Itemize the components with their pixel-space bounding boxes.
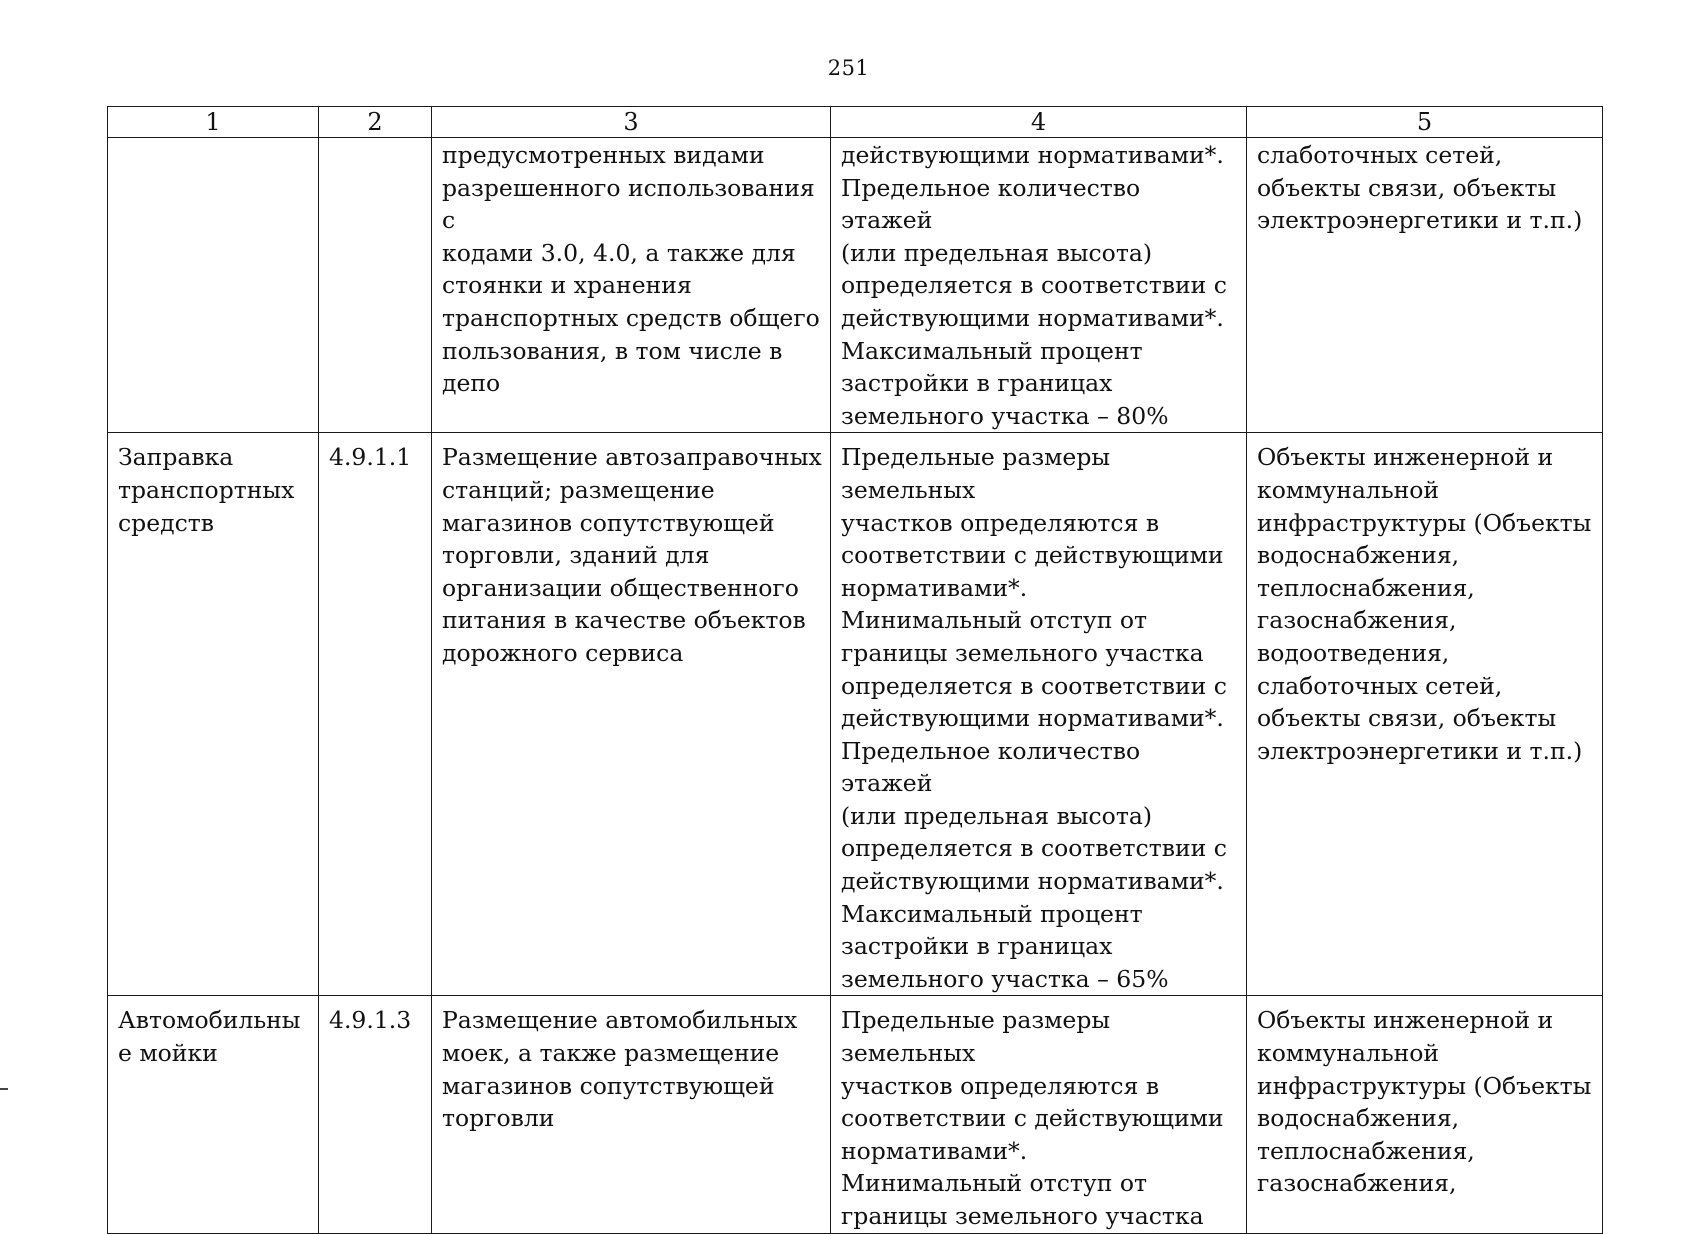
header-col-2: 2 <box>319 107 432 138</box>
regulations-table <box>107 106 1603 1234</box>
page-number: 251 <box>827 56 870 80</box>
use-code-cell <box>319 996 432 1233</box>
limits-cell <box>831 433 1247 996</box>
use-code-cell <box>319 433 432 996</box>
auxiliary-uses-text: Объекты инженерной и коммунальной инфраструктуры (Объекты водоснабжения, теплоснабжения, газоснабжения, водоотведения, слаботочных сетей, объекты связи, объекты электроэнергетики и т.п.) <box>1257 443 1592 765</box>
use-type-cell <box>108 996 319 1233</box>
use-description-text: Размещение автозаправочных станций; размещение магазинов сопутствующей торговли, зданий для организации общественного питания в качестве объектов дорожного сервиса <box>442 443 822 667</box>
table-row <box>108 138 1603 433</box>
scan-edge-mark <box>0 1088 8 1090</box>
use-description-text: предусмотренных видами разрешенного использования с кодами 3.0, 4.0, а также для стоянки и хранения транспортных средств общего пользования, в том числе в депо <box>442 141 820 398</box>
auxiliary-uses-text: слаботочных сетей, объекты связи, объекты электроэнергетики и т.п.) <box>1257 141 1583 235</box>
auxiliary-uses-cell <box>1247 138 1603 433</box>
limits-text: Предельные размеры земельных участков определяются в соответствии с действующими нормативами*. Минимальный отступ от границы земельного участка определяется в соответствии с действующими нормативами*. Предельное количество этажей (или предельная высота) определяется в соответствии с действующими нормативами*. Максимальный процент застройки в границах земельного участка – 65% <box>841 443 1227 993</box>
limits-text: действующими нормативами*. Предельное количество этажей (или предельная высота) определяется в соответствии с действующими нормативами*. Максимальный процент застройки в границах земельного участка – 80% <box>841 141 1227 430</box>
limits-cell <box>831 996 1247 1233</box>
use-code-text: 4.9.1.3 <box>329 1006 412 1035</box>
use-code-text: 4.9.1.1 <box>329 443 412 472</box>
header-col-5: 5 <box>1247 107 1603 138</box>
table-row <box>108 433 1603 996</box>
use-description-text: Размещение автомобильных моек, а также размещение магазинов сопутствующей торговли <box>442 1006 798 1133</box>
limits-text: Предельные размеры земельных участков определяются в соответствии с действующими нормативами*. Минимальный отступ от границы земельного участка <box>841 1006 1224 1230</box>
use-type-text: Заправка транспортных средств <box>118 443 295 537</box>
use-code-cell <box>319 138 432 433</box>
auxiliary-uses-cell <box>1247 996 1603 1233</box>
auxiliary-uses-text: Объекты инженерной и коммунальной инфраструктуры (Объекты водоснабжения, теплоснабжения, газоснабжения, <box>1257 1006 1592 1198</box>
use-type-cell <box>108 433 319 996</box>
use-description-cell <box>432 996 831 1233</box>
header-col-4: 4 <box>831 107 1247 138</box>
auxiliary-uses-cell <box>1247 433 1603 996</box>
use-description-cell <box>432 138 831 433</box>
use-type-text: Автомобильны е мойки <box>118 1006 301 1068</box>
header-col-3: 3 <box>432 107 831 138</box>
table-row <box>108 996 1603 1233</box>
limits-cell <box>831 138 1247 433</box>
use-description-cell <box>432 433 831 996</box>
table-header-row <box>108 107 1603 138</box>
use-type-cell <box>108 138 319 433</box>
header-col-1: 1 <box>108 107 319 138</box>
